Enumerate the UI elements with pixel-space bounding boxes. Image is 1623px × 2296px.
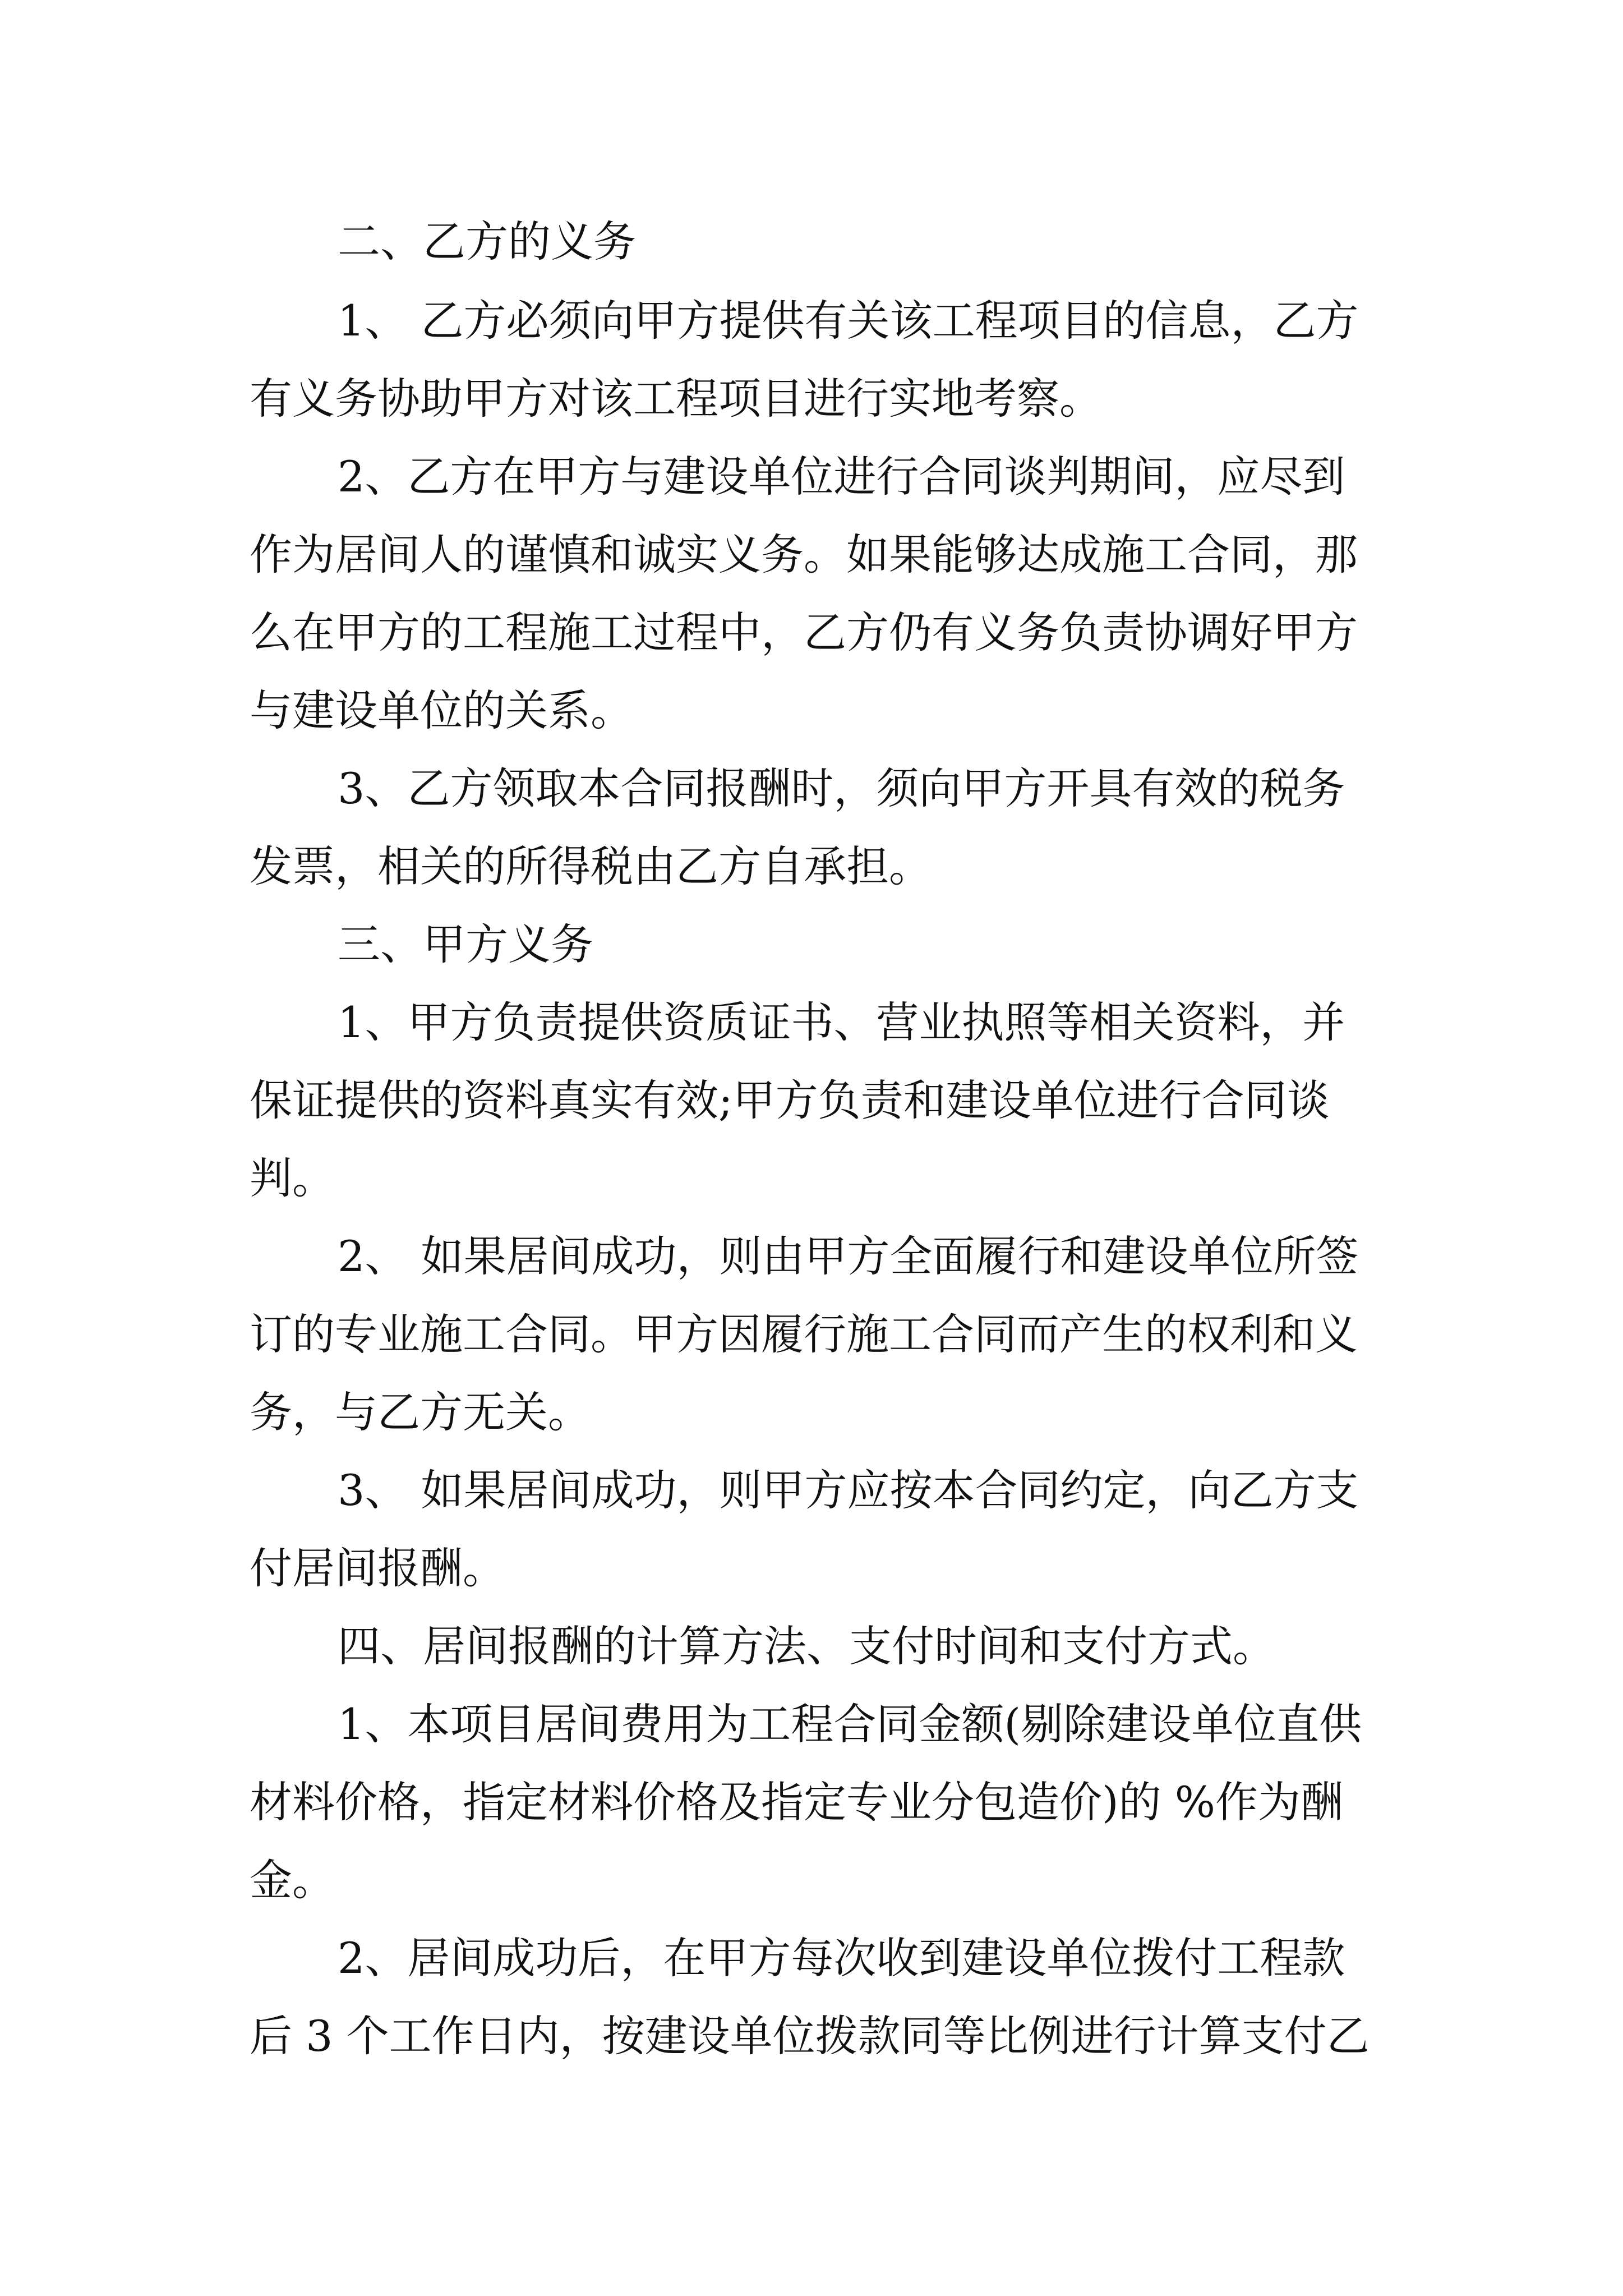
body-line: 3、乙方领取本合同报酬时，须向甲方开具有效的税务 <box>338 763 1345 813</box>
body-line: 金。 <box>250 1855 335 1905</box>
body-line: 1、本项目居间费用为工程合同金额(剔除建设单位直供 <box>338 1699 1362 1749</box>
body-line: 2、居间成功后，在甲方每次收到建设单位拨付工程款 <box>338 1933 1345 1983</box>
body-line: 2、乙方在甲方与建设单位进行合同谈判期间，应尽到 <box>338 452 1345 501</box>
body-line: 1、甲方负责提供资质证书、营业执照等相关资料，并 <box>338 997 1345 1047</box>
body-line: 么在甲方的工程施工过程中，乙方仍有义务负责协调好甲方 <box>250 608 1358 657</box>
body-line: 1、 乙方必须向甲方提供有关该工程项目的信息，乙方 <box>338 296 1359 346</box>
body-line: 有义务协助甲方对该工程项目进行实地考察。 <box>250 374 1102 424</box>
body-line: 保证提供的资料真实有效;甲方负责和建设单位进行合同谈 <box>250 1075 1330 1125</box>
body-line: 订的专业施工合同。甲方因履行施工合同而产生的权利和义 <box>250 1309 1358 1359</box>
body-line: 2、 如果居间成功，则由甲方全面履行和建设单位所签 <box>338 1231 1359 1281</box>
body-line: 付居间报酬。 <box>250 1543 505 1593</box>
body-line: 材料价格，指定材料价格及指定专业分包造价)的 %作为酬 <box>250 1777 1344 1827</box>
section-heading-3: 三、甲方义务 <box>338 919 593 969</box>
body-line: 后 3 个工作日内，按建设单位拨款同等比例进行计算支付乙 <box>250 2011 1370 2061</box>
body-line: 与建设单位的关系。 <box>250 685 633 735</box>
body-line: 3、 如果居间成功，则甲方应按本合同约定，向乙方支 <box>338 1465 1359 1515</box>
body-line: 务，与乙方无关。 <box>250 1387 591 1437</box>
section-heading-2: 二、乙方的义务 <box>338 217 636 266</box>
body-line: 作为居间人的谨慎和诚实义务。如果能够达成施工合同，那 <box>250 530 1358 579</box>
body-line: 发票，相关的所得税由乙方自承担。 <box>250 841 932 891</box>
section-heading-4: 四、居间报酬的计算方法、支付时间和支付方式。 <box>338 1621 1275 1671</box>
body-line: 判。 <box>250 1153 335 1203</box>
